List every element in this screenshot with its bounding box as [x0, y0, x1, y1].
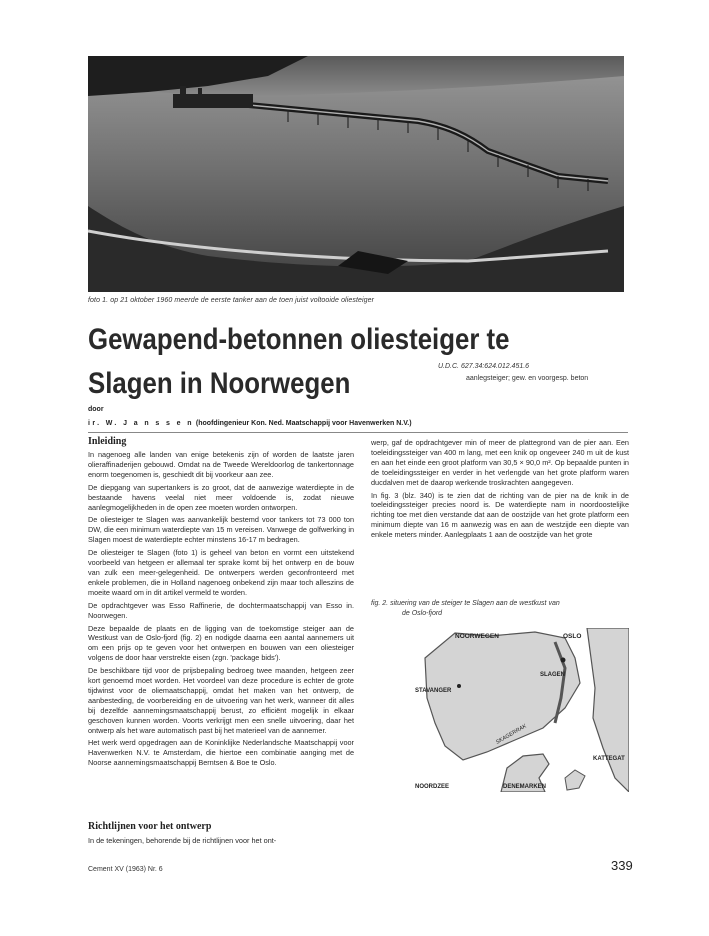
paragraph: In fig. 3 (blz. 340) is te zien dat de richting van de pier na de knik in de toeleidingssteiger precies noord is. De waterdiepte nam in noordoostelijke richting toe met dien verstande dat aan de oostzijde van het grote platform een minimum diepte van 16 m aanwezig was en aan de westzijde een diepte van enkele meters minder. Aanlegplaats 1 aan de oostzijde van het grote	[371, 490, 629, 540]
header-divider	[88, 432, 628, 433]
paragraph: werp, gaf de opdrachtgever min of meer de plattegrond van de pier aan. Een toeleidingssteiger van 400 m lang, met een knik op ongeveer 240 m uit de kust en aan het einde een groot platform van 30,5 × 90,0 m². Op bepaalde punten in de toeleidingssteiger en verder in het verlengde van het grote platform waren ducdalven met de daarop werkende troskrachten aangegeven.	[371, 438, 629, 487]
paragraph: De oliesteiger te Slagen was aanvankelijk bestemd voor tankers tot 73 000 ton DW, die een minimum waterdiepte van 15 m vereisen. Vanwege de golfwerking in Slagen moest de waterdiepte echter minstens 16-17 m bedragen.	[88, 515, 354, 545]
label-kattegat: KATTEGAT	[593, 756, 625, 762]
author-affiliation: (hoofdingenieur Kon. Ned. Maatschappij voor Havenwerken N.V.)	[195, 420, 412, 427]
oslo-fjord-map	[415, 628, 629, 792]
page-number: 339	[611, 858, 633, 873]
label-skagerrak: SKAGERRAK	[495, 723, 528, 746]
keywords: aanlegsteiger; gew. en voorgesp. beton	[466, 375, 589, 382]
pier-photo-image	[88, 56, 624, 292]
label-oslo: OSLO	[563, 633, 582, 640]
byline-door: door	[88, 406, 104, 413]
article-title: Gewapend-betonnen oliesteiger te Slagen in Noorwegen	[88, 323, 510, 400]
paragraph: De diepgang van supertankers is zo groot, dat de aanwezige waterdiepte in de bestaande havens veelal niet meer voldoende is, zodat nieuwe aanlegmogelijkheden in de open zee moeten worden ontworpen.	[88, 482, 354, 512]
left-column	[88, 450, 354, 771]
udc-code: U.D.C. 627.34:624.012.451.6	[438, 363, 530, 370]
section-heading-inleiding: Inleiding	[88, 436, 127, 447]
figure2-caption-line2: de Oslo-fjord	[402, 610, 443, 617]
footer-journal: Cement XV (1963) Nr. 6	[88, 866, 163, 873]
label-denemarken: DENEMARKEN	[503, 784, 547, 790]
label-noorwegen: NOORWEGEN	[455, 633, 499, 640]
section-heading-richtlijnen: Richtlijnen voor het ontwerp	[88, 821, 212, 832]
pier-photo	[88, 56, 624, 292]
paragraph: Deze bepaalde de plaats en de ligging van de toekomstige steiger aan de Westkust van de Oslo-fjord (fig. 2) en nodigde daarna een aantal aannemers uit om een prijs op te geven voor het ontwerpen en bouwen van een oliesteiger volgens de door haar verstrekte eisen (zgn. 'package bids').	[88, 623, 354, 663]
map-drawing	[415, 628, 629, 792]
label-stavanger: STAVANGER	[415, 688, 452, 694]
stavanger-marker	[457, 684, 461, 688]
paragraph: In nagenoeg alle landen van enige betekenis zijn of worden de laatste jaren olieraffinaderijen gebouwd. Omdat na de Tweede Wereldoorlog de tankertonnage enorm toegenomen is, geschiedt dit bij voorkeur aan zee.	[88, 450, 354, 479]
paragraph: Het werk werd opgedragen aan de Koninklijke Nederlandsche Maatschappij voor Havenwerken N.V. te Amsterdam, die hiertoe een combinatie aanging met de Noorse aannemingsmaatschappij Berntsen & Boe te Oslo.	[88, 738, 354, 768]
paragraph: De beschikbare tijd voor de prijsbepaling bedroeg twee maanden, hetgeen zeer kort genoemd moet worden. Het voordeel van deze procedure is echter de grote tijdwinst voor de oliemaatschappij, omdat het maken van het ontwerp, de aanbesteding, de voorbereiding en de uitvoering van het werk, wanneer dit alles bij dezelfde aannemingsmaatschappij berust, zo efficiënt mogelijk in elkaar geschoven kunnen worden. Voorts verkrijgt men een snelle uitvoering, daar het ontwerp als het ware automatisch past bij het materieel van de aannemer.	[88, 666, 354, 735]
section2-text: In de tekeningen, behorende bij de richtlijnen voor het ont-	[88, 836, 277, 845]
paragraph: De oliesteiger te Slagen (foto 1) is geheel van beton en vormt een uitstekend voorbeeld van hetgeen er allemaal ter sprake komt bij het ontwerp en de bouw van zulk een meer-gelegenheid. De ontwerpers werden geconfronteerd met enkele problemen, die in Holland nagenoeg onbekend zijn maar toch alleszins de moeite waard om in dit artikel vermeld te worden.	[88, 548, 354, 597]
figure2-caption	[371, 599, 629, 619]
author-name: ir. W. J a n s s e n	[88, 420, 194, 427]
paragraph: De opdrachtgever was Esso Raffinerie, de dochtermaatschappij van Esso in. Noorwegen.	[88, 600, 354, 620]
label-slagen: SLAGEN	[540, 672, 566, 678]
author-line	[88, 420, 412, 427]
figure2-caption-line1: fig. 2. situering van de steiger te Slagen aan de westkust van	[371, 600, 560, 607]
right-column	[371, 438, 629, 543]
slagen-marker	[561, 658, 566, 663]
photo-caption: foto 1. op 21 oktober 1960 meerde de eerste tanker aan de toen juist voltooide oliesteiger	[88, 297, 375, 304]
label-noordzee: NOORDZEE	[415, 784, 450, 790]
